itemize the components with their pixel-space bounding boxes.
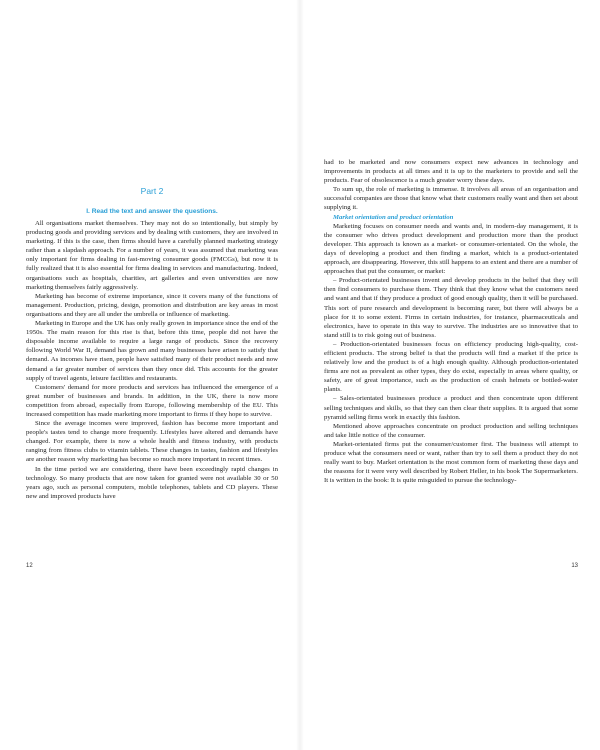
part-title: Part 2 (140, 186, 164, 196)
paragraph: To sum up, the role of marketing is immense. It involves all areas of an organisation and successful companies are those that know what their customers really want and then set about supplying it. (324, 186, 578, 212)
paragraph: – Sales-orientated businesses produce a product and then concentrate upon different selling techniques and skills, so that they can then clear their supplies. It is argued that some pyramid selling firms work in exactly this fashion. (324, 395, 578, 421)
paragraph: Since the average incomes were improved, fashion has become more important and people's tastes tend to change more frequently. Lifestyles have altered and demands have changed. For example, there is now a whole health and fitness industry, with products ranging from fitness clubs to vitamin tablets. These changes in tastes, fashion and lifestyles are another reason why marketing has become so much more important in recent times. (26, 420, 278, 464)
exercise-instruction: I. Read the text and answer the questions. (86, 208, 218, 215)
section-subheading: Market orientation and product orientation (333, 213, 454, 221)
paragraph: In the time period we are considering, there have been exceedingly rapid changes in technology. So many products that are now taken for granted were not available 30 or 50 years ago, such as personal computers, mobile telephones, tablets and CD players. These new and improved products have (26, 465, 278, 500)
paragraph: – Product-orientated businesses invent and develop products in the belief that they will then find consumers to purchase them. They think that they know what the customers need and want and that if they produce a product of good enough quality, then it will be purchased. This sort of pure research and development is becoming rarer, but there will always be a place for it to some extent. Firms in certain industries, for instance, pharmaceuticals and electronics, have to operate in this way to survive. The industries are so innovative that to stand still is to risk going out of business. (324, 277, 578, 339)
right-text-column (324, 158, 578, 485)
left-text-column (26, 186, 278, 501)
right-page (300, 0, 600, 750)
paragraph: Marketing focuses on consumer needs and wants and, in modern-day management, it is the consumer who drives product development and production more than the product developer. This approach is known as a market- or consumer-orientated. On the whole, the days of developing a product and then finding a market, which is a product-orientated approach, are disappearing. However, this still happens to an extent and there are a number of approaches that put the consumer, or market: (324, 222, 578, 276)
paragraph: Marketing has become of extreme importance, since it covers many of the functions of management. Production, pricing, design, promotion and distribution are key areas in most organisations and they are all under the umbrella or influence of marketing. (26, 292, 278, 318)
paragraph: Market-orientated firms put the consumer/customer first. The business will attempt to produce what the consumers need or want, rather than try to sell them a product they do not really want to buy. Market orientation is the most common form of marketing these days and the reasons for it were very well described by Robert Heller, in his book The Supermarketers. It is written in the book: It is quite misguided to pursue the technology- (324, 440, 578, 485)
paragraph: had to be marketed and now consumers expect new advances in technology and improvements in products at all times and it is up to the marketers to provide and sell the products. Fear of obsolescence is a much greater worry these days. (324, 159, 578, 185)
paragraph: Mentioned above approaches concentrate on product production and selling techniques and take little notice of the consumer. (324, 422, 578, 439)
paragraph: – Production-orientated businesses focus on efficiency producing high-quality, cost-efficient products. The strong belief is that the products will find a market if the price is relatively low and the product is of a high enough quality. Although production-orientated firms are not as prevalent as other types, they do exist, especially in areas where quality, or safety, are of great importance, such as the production of crash helmets or bottled-water plants. (324, 340, 578, 394)
paragraph: Marketing in Europe and the UK has only really grown in importance since the end of the 1950s. The main reason for this rise is that, before this time, people did not have the disposable income available to require a large range of products. Since the recovery following World War II, demand has grown and many businesses have arisen to satisfy that demand. As incomes have risen, people have satisfied many of their product needs and now demand a far greater number of services than they once did. This accounts for the greater supply of travel agents, leisure facilities and restaurants. (26, 320, 278, 382)
page-number: 12 (26, 563, 33, 569)
paragraph: Customers' demand for more products and services has influenced the emergence of a great number of businesses and brands. In addition, in the UK, there is now more competition from abroad, especially from Europe, following membership of the EU. This increased competition has made marketing more important to firms if they hope to survive. (26, 383, 278, 418)
paragraph: All organisations market themselves. They may not do so intentionally, but simply by producing goods and providing services and by dealing with customers, they are involved in marketing. If this is the case, then firms should have a carefully planned marketing strategy rather than a slapdash approach. For a number of years, it was assumed that marketing was only important for firms dealing in fast-moving consumer goods (FMCGs), but now it is fully realized that it is also essential for firms dealing in services and manufacturing. Indeed, organisations such as hospitals, charities, art galleries and even universities are now marketing themselves fairly aggressively. (26, 220, 278, 291)
page-number: 13 (571, 563, 578, 569)
